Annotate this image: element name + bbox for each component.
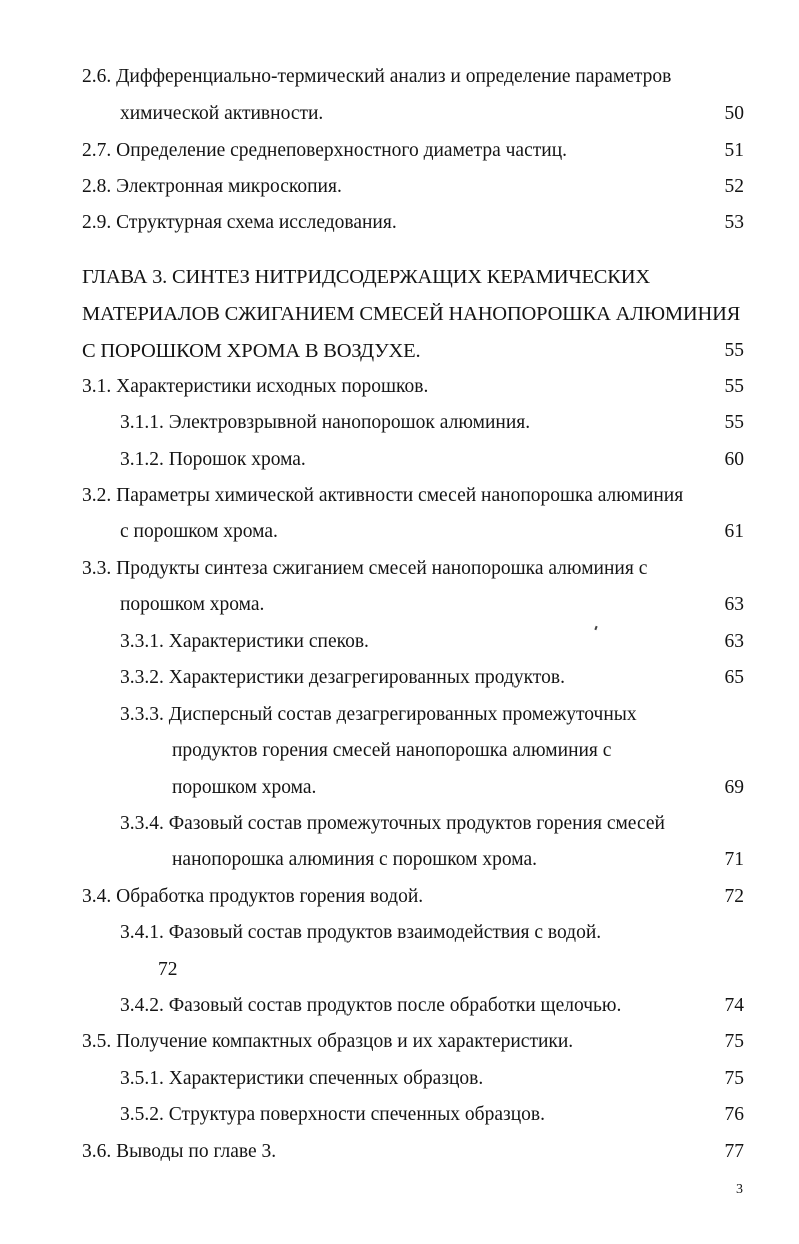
toc-entry-3-1-2: 3.1.2. Порошок хрома. [120,449,306,470]
toc-entry-3-2-line1: 3.2. Параметры химической активности смесей нанопорошка алюминия [82,485,684,506]
toc-page-3-3-1: 63 [724,631,744,652]
toc-entry-2-8: 2.8. Электронная микроскопия. [82,176,342,197]
toc-page-chapter-3: 55 [724,340,744,361]
toc-page-3-2: 61 [724,521,744,542]
toc-page-3-4-1: 72 [158,959,178,980]
toc-entry-3-1: 3.1. Характеристики исходных порошков. [82,376,429,397]
toc-entry-3-4: 3.4. Обработка продуктов горения водой. [82,886,424,907]
toc-entry-3-3-2: 3.3.2. Характеристики дезагрегированных продуктов. [120,667,565,688]
toc-entry-2-7: 2.7. Определение среднеповерхностного диаметра частиц. [82,140,568,161]
toc-page-2-9: 53 [724,212,744,233]
toc-page-2-7: 51 [724,140,744,161]
chapter-3-title-line2: МАТЕРИАЛОВ СЖИГАНИЕМ СМЕСЕЙ НАНОПОРОШКА АЛЮМИНИЯ [82,303,741,325]
chapter-3-title-line3: С ПОРОШКОМ ХРОМА В ВОЗДУХЕ. [82,340,421,362]
toc-page-2-6: 50 [724,103,744,124]
toc-entry-3-3-4-line2: нанопорошка алюминия с порошком хрома. [172,849,537,870]
chapter-3-title-line1: ГЛАВА 3. СИНТЕЗ НИТРИДСОДЕРЖАЩИХ КЕРАМИЧЕСКИХ [82,266,650,288]
toc-entry-3-3-1: 3.3.1. Характеристики спеков. [120,631,369,652]
toc-page-3-4-2: 74 [724,995,744,1016]
toc-entry-3-3-3-line1: 3.3.3. Дисперсный состав дезагрегированных промежуточных [120,704,637,725]
toc-entry-3-5-1: 3.5.1. Характеристики спеченных образцов. [120,1068,484,1089]
toc-entry-3-3-3-line3: порошком хрома. [172,777,317,798]
toc-entry-3-3-3-line2: продуктов горения смесей нанопорошка алюминия с [172,740,612,761]
toc-entry-3-4-1: 3.4.1. Фазовый состав продуктов взаимодействия с водой. [120,922,602,943]
toc-entry-2-6-line1: 2.6. Дифференциально-термический анализ и определение параметров [82,66,672,87]
toc-page-3-5-2: 76 [724,1104,744,1125]
toc-entry-3-5-2: 3.5.2. Структура поверхности спеченных образцов. [120,1104,545,1125]
toc-page-3-5: 75 [724,1031,744,1052]
toc-page-2-8: 52 [724,176,744,197]
toc-page-3-1-2: 60 [724,449,744,470]
toc-page-3-3-3: 69 [724,777,744,798]
toc-entry-3-3-4-line1: 3.3.4. Фазовый состав промежуточных продуктов горения смесей [120,813,665,834]
toc-entry-3-1-1: 3.1.1. Электровзрывной нанопорошок алюминия. [120,412,531,433]
page-number: 3 [736,1182,743,1197]
toc-entry-3-5: 3.5. Получение компактных образцов и их характеристики. [82,1031,574,1052]
toc-page-3-1: 55 [724,376,744,397]
toc-page-3-3: 63 [724,594,744,615]
toc-page-3-5-1: 75 [724,1068,744,1089]
toc-entry-3-3-line2: порошком хрома. [120,594,265,615]
toc-entry-2-9: 2.9. Структурная схема исследования. [82,212,397,233]
toc-entry-3-3-line1: 3.3. Продукты синтеза сжиганием смесей нанопорошка алюминия с [82,558,648,579]
toc-page-3-1-1: 55 [724,412,744,433]
toc-entry-2-6-line2: химической активности. [120,103,324,124]
toc-entry-3-6: 3.6. Выводы по главе 3. [82,1141,277,1162]
toc-page-3-3-2: 65 [724,667,744,688]
toc-entry-3-2-line2: с порошком хрома. [120,521,278,542]
toc-entry-3-4-2: 3.4.2. Фазовый состав продуктов после обработки щелочью. [120,995,622,1016]
toc-page-3-3-4: 71 [724,849,744,870]
toc-page-3-4: 72 [724,886,744,907]
toc-page-3-6: 77 [724,1141,744,1162]
scan-speck [594,626,597,630]
